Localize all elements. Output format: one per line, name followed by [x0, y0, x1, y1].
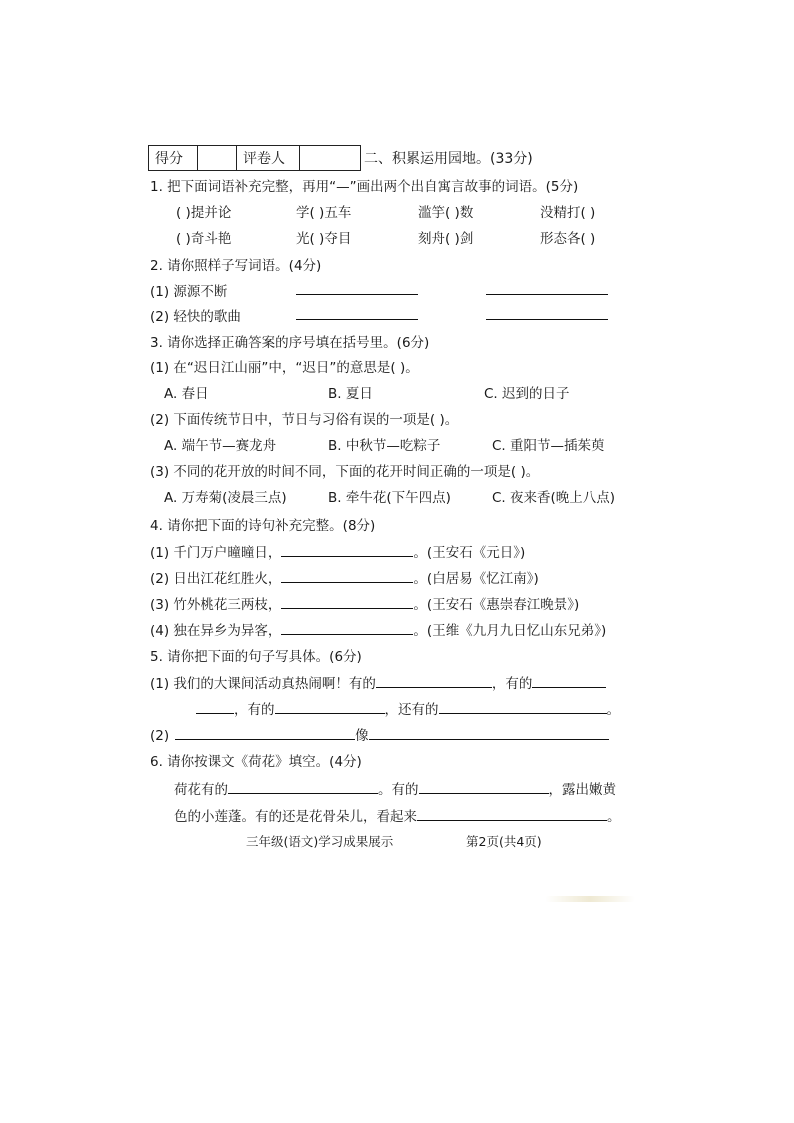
q4-line: [150, 594, 579, 615]
q5-text: (2): [150, 728, 170, 744]
scan-smudge: [545, 896, 635, 902]
q2-item: (2) 轻快的歌曲: [150, 309, 241, 325]
poem-source: 。(白居易《忆江南》): [413, 571, 539, 587]
score-label: 得分: [149, 146, 198, 171]
q1-item[interactable]: 光( )夺目: [296, 231, 352, 247]
q6-text: 。有的: [378, 782, 419, 798]
q5-text: 。: [606, 702, 620, 718]
q3-option: C. 迟到的日子: [484, 386, 570, 402]
answer-line[interactable]: [486, 305, 608, 320]
answer-line[interactable]: [296, 305, 418, 320]
answer-line[interactable]: [196, 699, 234, 714]
answer-line[interactable]: [376, 673, 492, 688]
footer-left: 三年级(语文)学习成果展示: [246, 834, 394, 849]
q6-text: 。: [607, 809, 621, 825]
q3-sub2[interactable]: (2) 下面传统节日中，节日与习俗有误的一项是( )。: [150, 412, 459, 428]
q6-line: [174, 779, 616, 800]
q4-line: [150, 542, 525, 563]
q6-text: 荷花有的: [174, 782, 228, 798]
answer-line[interactable]: [369, 725, 609, 740]
poem-source: 。(王安石《惠崇春江晚景》): [413, 597, 580, 613]
q5-text: ，还有的: [384, 702, 439, 718]
q5-prompt: 5. 请你把下面的句子写具体。(6分): [150, 649, 362, 665]
answer-line[interactable]: [417, 806, 607, 821]
q3-option: B. 中秋节—吃粽子: [328, 438, 441, 454]
q5-line: [150, 725, 609, 746]
score-cell[interactable]: [198, 146, 237, 171]
q6-line: [174, 806, 621, 827]
q3-prompt: 3. 请你选择正确答案的序号填在括号里。(6分): [150, 335, 430, 351]
poem-start: (1) 千门万户曈曈日，: [150, 545, 282, 561]
q5-line: [150, 673, 606, 694]
q1-item[interactable]: 形态各( ): [540, 231, 596, 247]
answer-line[interactable]: [275, 699, 385, 714]
q6-text: 色的小莲蓬。有的还是花骨朵儿，看起来: [174, 809, 417, 825]
q2-item: (1) 源源不断: [150, 284, 228, 300]
footer-right: 第2页(共4页): [466, 834, 542, 849]
poem-start: (4) 独在异乡为异客，: [150, 623, 282, 639]
grader-label: 评卷人: [237, 146, 300, 171]
q1-item[interactable]: 滥竽( )数: [418, 205, 474, 221]
q3-option: C. 重阳节—插茱萸: [492, 438, 605, 454]
q3-option: C. 夜来香(晚上八点): [492, 490, 616, 506]
answer-line[interactable]: [281, 542, 413, 557]
q1-item[interactable]: ( )提并论: [176, 205, 232, 221]
q3-sub1[interactable]: (1) 在“迟日江山丽”中，“迟日”的意思是( )。: [150, 360, 419, 376]
q3-option: A. 春日: [164, 386, 209, 402]
score-table: [148, 145, 361, 171]
q3-option: A. 端午节—赛龙舟: [164, 438, 277, 454]
q5-text: ，有的: [234, 702, 275, 718]
q6-prompt: 6. 请你按课文《荷花》填空。(4分): [150, 754, 362, 770]
poem-source: 。(王安石《元日》): [413, 545, 526, 561]
q6-text: ，露出嫩黄: [548, 782, 616, 798]
q1-item[interactable]: ( )奇斗艳: [176, 231, 232, 247]
answer-line[interactable]: [228, 779, 378, 794]
q5-text: ，有的: [491, 676, 533, 692]
section-title: 二、积累运用园地。(33分): [364, 151, 533, 167]
answer-line[interactable]: [175, 725, 355, 740]
poem-start: (3) 竹外桃花三两枝，: [150, 597, 282, 613]
q1-item[interactable]: 刻舟( )剑: [418, 231, 474, 247]
q3-option: B. 夏日: [328, 386, 373, 402]
q1-item[interactable]: 没精打( ): [540, 205, 596, 221]
answer-line[interactable]: [532, 673, 606, 688]
q3-option: B. 牵牛花(下午四点): [328, 490, 451, 506]
q1-item[interactable]: 学( )五车: [296, 205, 352, 221]
answer-line[interactable]: [281, 620, 413, 635]
q2-prompt: 2. 请你照样子写词语。(4分): [150, 258, 322, 274]
answer-line[interactable]: [281, 568, 413, 583]
q4-line: [150, 620, 606, 641]
q3-option: A. 万寿菊(凌晨三点): [164, 490, 287, 506]
answer-line[interactable]: [439, 699, 607, 714]
q5-text: (1) 我们的大课间活动真热闹啊！有的: [150, 676, 376, 692]
grader-cell[interactable]: [300, 146, 361, 171]
answer-line[interactable]: [419, 779, 549, 794]
q3-sub3[interactable]: (3) 不同的花开放的时间不同，下面的花开时间正确的一项是( )。: [150, 464, 540, 480]
answer-line[interactable]: [486, 280, 608, 295]
q5-line: [196, 699, 620, 720]
poem-start: (2) 日出江花红胜火，: [150, 571, 282, 587]
poem-source: 。(王维《九月九日忆山东兄弟》): [413, 623, 607, 639]
answer-line[interactable]: [281, 594, 413, 609]
answer-line[interactable]: [296, 280, 418, 295]
q5-text: 像: [355, 728, 369, 744]
q4-prompt: 4. 请你把下面的诗句补充完整。(8分): [150, 518, 376, 534]
q4-line: [150, 568, 539, 589]
q1-prompt: 1. 把下面词语补充完整，再用“—”画出两个出自寓言故事的词语。(5分): [150, 179, 579, 195]
